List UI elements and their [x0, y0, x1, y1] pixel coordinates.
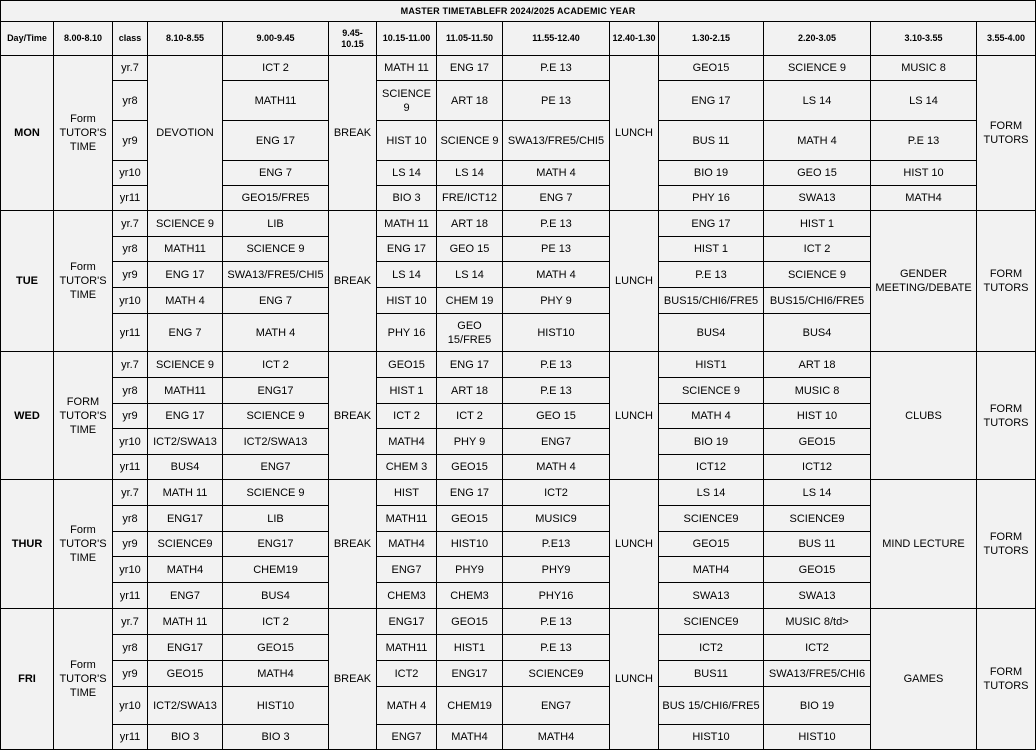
lesson-cell: SCIENCE9 — [659, 506, 764, 532]
lesson-cell: SWA13 — [764, 186, 871, 211]
lesson-cell: HIST10 — [223, 687, 329, 725]
lesson-cell: ICT 2 — [223, 56, 329, 81]
lesson-cell: ENG7 — [148, 583, 223, 609]
lesson-cell: P.E 13 — [871, 121, 977, 161]
lunch-cell: LUNCH — [610, 480, 659, 609]
lesson-cell: CHEM 3 — [377, 455, 437, 480]
lesson-cell: SWA13 — [659, 583, 764, 609]
lesson-cell: ICT2 — [377, 661, 437, 687]
lesson-cell: ICT 2 — [223, 352, 329, 378]
lesson-cell: ENG 7 — [223, 288, 329, 314]
lesson-cell: BUS4 — [223, 583, 329, 609]
form-tutor-time-cell: Form TUTOR'S TIME — [54, 609, 113, 750]
lesson-cell: BUS 11 — [659, 121, 764, 161]
lesson-cell: ART 18 — [437, 211, 503, 237]
lesson-cell: GEO15 — [437, 506, 503, 532]
class-label: yr.7 — [113, 352, 148, 378]
lesson-cell: SWA13/FRE5/CHI6 — [764, 661, 871, 687]
activity-cell: GAMES — [871, 609, 977, 750]
lesson-cell: HIST 10 — [764, 404, 871, 429]
lesson-cell: CHEM19 — [223, 557, 329, 583]
class-label: yr8 — [113, 506, 148, 532]
lesson-cell: MATH 4 — [148, 288, 223, 314]
lesson-cell: ENG7 — [377, 557, 437, 583]
lesson-cell: GEO15 — [148, 661, 223, 687]
lesson-cell: BIO 19 — [659, 161, 764, 186]
lesson-cell: BIO 3 — [148, 725, 223, 750]
lesson-cell: MATH11 — [148, 378, 223, 404]
class-label: yr.7 — [113, 480, 148, 506]
form-tutor-time-cell: Form TUTOR'S TIME — [54, 56, 113, 211]
lesson-cell: LS 14 — [437, 262, 503, 288]
lesson-cell: BUS4 — [148, 455, 223, 480]
lesson-cell: ICT2/SWA13 — [148, 429, 223, 455]
lesson-cell: MATH 11 — [377, 56, 437, 81]
class-label: yr8 — [113, 237, 148, 262]
column-header: 3.10-3.55 — [871, 22, 977, 56]
lesson-cell: CHEM 19 — [437, 288, 503, 314]
lesson-cell: SCIENCE9 — [503, 661, 610, 687]
class-label: yr.7 — [113, 609, 148, 635]
column-header: 11.55-12.40 — [503, 22, 610, 56]
lesson-cell: SCIENCE9 — [659, 609, 764, 635]
lesson-cell: MATH 4 — [503, 262, 610, 288]
lesson-cell: CHEM3 — [437, 583, 503, 609]
lesson-cell: MATH4 — [148, 557, 223, 583]
lesson-cell: HIST 10 — [377, 288, 437, 314]
lesson-cell: BUS15/CHI6/FRE5 — [659, 288, 764, 314]
lesson-cell: ENG17 — [223, 532, 329, 557]
lunch-cell: LUNCH — [610, 609, 659, 750]
lesson-cell: GEO15 — [764, 557, 871, 583]
lesson-cell: ENG7 — [503, 429, 610, 455]
lesson-cell: ENG 17 — [659, 211, 764, 237]
lesson-cell: ENG17 — [223, 378, 329, 404]
lesson-cell: LS 14 — [437, 161, 503, 186]
lesson-cell: MATH 11 — [148, 480, 223, 506]
lesson-cell: ENG 17 — [437, 56, 503, 81]
lesson-cell: GEO15 — [377, 352, 437, 378]
break-cell: BREAK — [329, 352, 377, 480]
lesson-cell: SCIENCE9 — [764, 506, 871, 532]
lesson-cell: PHY 16 — [659, 186, 764, 211]
lunch-cell: LUNCH — [610, 211, 659, 352]
lesson-cell: HIST1 — [437, 635, 503, 661]
lesson-cell: ART 18 — [764, 352, 871, 378]
lesson-cell: P.E 13 — [503, 635, 610, 661]
lesson-cell: GEO15 — [437, 455, 503, 480]
lesson-cell: ICT 2 — [377, 404, 437, 429]
lesson-cell: MATH 11 — [148, 609, 223, 635]
column-header: 2.20-3.05 — [764, 22, 871, 56]
lesson-cell: P.E 13 — [503, 352, 610, 378]
lesson-cell: MATH4 — [659, 557, 764, 583]
class-label: yr9 — [113, 661, 148, 687]
lesson-cell: MUSIC 8/td> — [764, 609, 871, 635]
lesson-cell: P.E13 — [503, 532, 610, 557]
lesson-cell: ENG 17 — [148, 404, 223, 429]
timetable-title: MASTER TIMETABLEFR 2024/2025 ACADEMIC YEAR — [1, 1, 1036, 22]
lesson-cell: CHEM3 — [377, 583, 437, 609]
day-label: TUE — [1, 211, 54, 352]
form-tutors-cell: FORM TUTORS — [977, 609, 1036, 750]
lesson-cell: SCIENCE 9 — [223, 480, 329, 506]
form-tutor-time-cell: Form TUTOR'S TIME — [54, 211, 113, 352]
column-header: class — [113, 22, 148, 56]
column-header: 10.15-11.00 — [377, 22, 437, 56]
lesson-cell: HIST 1 — [377, 378, 437, 404]
lesson-cell: ENG17 — [148, 635, 223, 661]
table-row — [1, 56, 1036, 81]
form-tutor-time-cell: FORM TUTOR'S TIME — [54, 352, 113, 480]
break-cell: BREAK — [329, 609, 377, 750]
class-label: yr.7 — [113, 211, 148, 237]
lesson-cell: PHY 9 — [503, 288, 610, 314]
lesson-cell: MATH4 — [871, 186, 977, 211]
form-tutors-cell: FORM TUTORS — [977, 211, 1036, 352]
column-header: 9.45-10.15 — [329, 22, 377, 56]
lesson-cell: ICT2 — [503, 480, 610, 506]
column-header: 9.00-9.45 — [223, 22, 329, 56]
lesson-cell: ENG 17 — [659, 81, 764, 121]
lesson-cell: HIST 1 — [659, 237, 764, 262]
lesson-cell: GEO15 — [764, 429, 871, 455]
table-row — [1, 609, 1036, 635]
column-header: 8.00-8.10 — [54, 22, 113, 56]
lesson-cell: SCIENCE 9 — [148, 211, 223, 237]
lesson-cell: PHY9 — [437, 557, 503, 583]
column-header: 8.10-8.55 — [148, 22, 223, 56]
lesson-cell: MATH 4 — [503, 455, 610, 480]
lesson-cell: ICT12 — [764, 455, 871, 480]
lesson-cell: HIST10 — [659, 725, 764, 750]
lesson-cell: ART 18 — [437, 378, 503, 404]
lesson-cell: SCIENCE 9 — [377, 81, 437, 121]
lesson-cell: ENG7 — [377, 725, 437, 750]
lesson-cell: MUSIC 8 — [764, 378, 871, 404]
lesson-cell: P.E 13 — [503, 378, 610, 404]
lesson-cell: LIB — [223, 506, 329, 532]
class-label: yr10 — [113, 288, 148, 314]
devotion-cell: DEVOTION — [148, 56, 223, 211]
lesson-cell: ENG 17 — [377, 237, 437, 262]
lesson-cell: HIST10 — [764, 725, 871, 750]
lesson-cell: MATH4 — [503, 725, 610, 750]
lesson-cell: ENG 7 — [148, 314, 223, 352]
lesson-cell: MATH11 — [377, 506, 437, 532]
class-label: yr11 — [113, 583, 148, 609]
day-label: WED — [1, 352, 54, 480]
lesson-cell: PHY16 — [503, 583, 610, 609]
activity-cell: CLUBS — [871, 352, 977, 480]
class-label: yr8 — [113, 378, 148, 404]
lesson-cell: BUS4 — [764, 314, 871, 352]
class-label: yr10 — [113, 557, 148, 583]
lesson-cell: SCIENCE 9 — [764, 56, 871, 81]
lesson-cell: PE 13 — [503, 237, 610, 262]
lesson-cell: SCIENCE 9 — [659, 378, 764, 404]
lesson-cell: MUSIC9 — [503, 506, 610, 532]
lesson-cell: GEO 15/FRE5 — [437, 314, 503, 352]
class-label: yr.7 — [113, 56, 148, 81]
activity-cell: MIND LECTURE — [871, 480, 977, 609]
table-row — [1, 352, 1036, 378]
break-cell: BREAK — [329, 56, 377, 211]
lesson-cell: MATH 4 — [377, 687, 437, 725]
lesson-cell: GEO15 — [223, 635, 329, 661]
lesson-cell: HIST — [377, 480, 437, 506]
class-label: yr9 — [113, 404, 148, 429]
lesson-cell: BUS4 — [659, 314, 764, 352]
lesson-cell: MATH 11 — [377, 211, 437, 237]
lesson-cell: MATH11 — [377, 635, 437, 661]
lesson-cell: LS 14 — [764, 480, 871, 506]
day-label: THUR — [1, 480, 54, 609]
lesson-cell: BIO 3 — [377, 186, 437, 211]
lesson-cell: MATH11 — [148, 237, 223, 262]
form-tutors-cell: FORM TUTORS — [977, 352, 1036, 480]
lesson-cell: ENG17 — [148, 506, 223, 532]
lesson-cell: HIST 10 — [377, 121, 437, 161]
class-label: yr10 — [113, 429, 148, 455]
class-label: yr11 — [113, 314, 148, 352]
lesson-cell: ICT12 — [659, 455, 764, 480]
class-label: yr8 — [113, 81, 148, 121]
day-label: MON — [1, 56, 54, 211]
class-label: yr8 — [113, 635, 148, 661]
lesson-cell: LS 14 — [764, 81, 871, 121]
lesson-cell: P.E 13 — [659, 262, 764, 288]
lesson-cell: HIST10 — [503, 314, 610, 352]
lesson-cell: BUS11 — [659, 661, 764, 687]
lesson-cell: P.E 13 — [503, 56, 610, 81]
column-header: 1.30-2.15 — [659, 22, 764, 56]
lesson-cell: ENG 17 — [437, 480, 503, 506]
lesson-cell: MATH4 — [377, 429, 437, 455]
lesson-cell: MATH4 — [377, 532, 437, 557]
lesson-cell: BUS 15/CHI6/FRE5 — [659, 687, 764, 725]
lesson-cell: PE 13 — [503, 81, 610, 121]
lesson-cell: ICT2 — [659, 635, 764, 661]
lesson-cell: ENG17 — [377, 609, 437, 635]
class-label: yr9 — [113, 532, 148, 557]
lesson-cell: LS 14 — [377, 262, 437, 288]
lesson-cell: LS 14 — [659, 480, 764, 506]
lunch-cell: LUNCH — [610, 56, 659, 211]
lesson-cell: CHEM19 — [437, 687, 503, 725]
lesson-cell: ENG 7 — [503, 186, 610, 211]
column-header: 3.55-4.00 — [977, 22, 1036, 56]
form-tutors-cell: FORM TUTORS — [977, 56, 1036, 211]
lesson-cell: SCIENCE9 — [148, 532, 223, 557]
table-row — [1, 211, 1036, 237]
lesson-cell: SCIENCE 9 — [764, 262, 871, 288]
lesson-cell: ICT2/SWA13 — [148, 687, 223, 725]
lesson-cell: HIST10 — [437, 532, 503, 557]
lesson-cell: SWA13/FRE5/CHI5 — [503, 121, 610, 161]
lesson-cell: HIST1 — [659, 352, 764, 378]
lesson-cell: MATH 4 — [223, 314, 329, 352]
activity-cell: GENDER MEETING/DEBATE — [871, 211, 977, 352]
lesson-cell: PHY 16 — [377, 314, 437, 352]
lesson-cell: SWA13/FRE5/CHI5 — [223, 262, 329, 288]
lesson-cell: P.E 13 — [503, 211, 610, 237]
lesson-cell: BUS 11 — [764, 532, 871, 557]
lesson-cell: PHY 9 — [437, 429, 503, 455]
column-header: 12.40-1.30 — [610, 22, 659, 56]
lesson-cell: SCIENCE 9 — [223, 404, 329, 429]
class-label: yr10 — [113, 161, 148, 186]
lesson-cell: LIB — [223, 211, 329, 237]
class-label: yr9 — [113, 262, 148, 288]
lesson-cell: LS 14 — [871, 81, 977, 121]
class-label: yr11 — [113, 725, 148, 750]
lesson-cell: BIO 19 — [764, 687, 871, 725]
lesson-cell: MATH4 — [437, 725, 503, 750]
class-label: yr11 — [113, 186, 148, 211]
lesson-cell: MATH 4 — [764, 121, 871, 161]
lesson-cell: MATH4 — [223, 661, 329, 687]
lesson-cell: ICT2 — [764, 635, 871, 661]
lunch-cell: LUNCH — [610, 352, 659, 480]
class-label: yr9 — [113, 121, 148, 161]
lesson-cell: ENG 17 — [148, 262, 223, 288]
lesson-cell: PHY9 — [503, 557, 610, 583]
lesson-cell: SCIENCE 9 — [437, 121, 503, 161]
table-row — [1, 480, 1036, 506]
lesson-cell: ENG17 — [437, 661, 503, 687]
column-header: 11.05-11.50 — [437, 22, 503, 56]
break-cell: BREAK — [329, 211, 377, 352]
form-tutor-time-cell: Form TUTOR'S TIME — [54, 480, 113, 609]
class-label: yr11 — [113, 455, 148, 480]
lesson-cell: SCIENCE 9 — [148, 352, 223, 378]
lesson-cell: GEO15 — [659, 532, 764, 557]
lesson-cell: ICT 2 — [437, 404, 503, 429]
lesson-cell: GEO 15 — [437, 237, 503, 262]
lesson-cell: BIO 3 — [223, 725, 329, 750]
lesson-cell: GEO15 — [437, 609, 503, 635]
lesson-cell: HIST 1 — [764, 211, 871, 237]
lesson-cell: ICT 2 — [223, 609, 329, 635]
form-tutors-cell: FORM TUTORS — [977, 480, 1036, 609]
lesson-cell: MATH11 — [223, 81, 329, 121]
lesson-cell: ENG 17 — [223, 121, 329, 161]
lesson-cell: MATH 4 — [503, 161, 610, 186]
break-cell: BREAK — [329, 480, 377, 609]
lesson-cell: SWA13 — [764, 583, 871, 609]
lesson-cell: BIO 19 — [659, 429, 764, 455]
class-label: yr10 — [113, 687, 148, 725]
lesson-cell: ENG7 — [223, 455, 329, 480]
lesson-cell: LS 14 — [377, 161, 437, 186]
lesson-cell: P.E 13 — [503, 609, 610, 635]
lesson-cell: ENG7 — [503, 687, 610, 725]
column-header: Day/Time — [1, 22, 54, 56]
lesson-cell: MATH 4 — [659, 404, 764, 429]
lesson-cell: GEO15 — [659, 56, 764, 81]
lesson-cell: HIST 10 — [871, 161, 977, 186]
lesson-cell: ART 18 — [437, 81, 503, 121]
lesson-cell: GEO 15 — [764, 161, 871, 186]
lesson-cell: ENG 7 — [223, 161, 329, 186]
day-label: FRI — [1, 609, 54, 750]
lesson-cell: GEO 15 — [503, 404, 610, 429]
lesson-cell: SCIENCE 9 — [223, 237, 329, 262]
lesson-cell: ICT 2 — [764, 237, 871, 262]
lesson-cell: MUSIC 8 — [871, 56, 977, 81]
lesson-cell: GEO15/FRE5 — [223, 186, 329, 211]
lesson-cell: ENG 17 — [437, 352, 503, 378]
lesson-cell: BUS15/CHI6/FRE5 — [764, 288, 871, 314]
lesson-cell: ICT2/SWA13 — [223, 429, 329, 455]
lesson-cell: FRE/ICT12 — [437, 186, 503, 211]
